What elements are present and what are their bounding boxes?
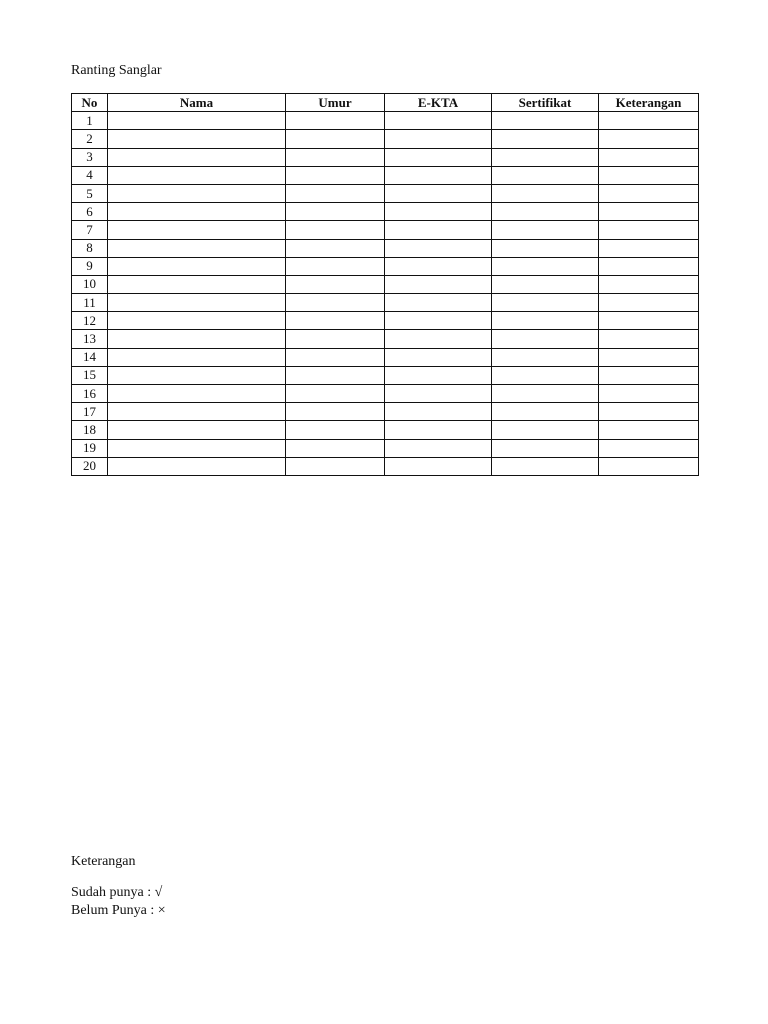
cell-ekta[interactable]: [385, 403, 492, 421]
cell-sertifikat[interactable]: [492, 403, 599, 421]
cell-no: 15: [72, 366, 108, 384]
cell-no: 8: [72, 239, 108, 257]
cell-ekta[interactable]: [385, 221, 492, 239]
table-row: [72, 221, 699, 239]
cell-nama[interactable]: [108, 112, 286, 130]
cell-ekta[interactable]: [385, 366, 492, 384]
table-row: [72, 330, 699, 348]
page-title: Ranting Sanglar: [71, 63, 162, 78]
cell-umur[interactable]: [286, 312, 385, 330]
table-row: [72, 184, 699, 202]
member-table: [71, 93, 699, 476]
cell-umur[interactable]: [286, 239, 385, 257]
table-row: [72, 403, 699, 421]
cell-ekta[interactable]: [385, 439, 492, 457]
cell-nama[interactable]: [108, 184, 286, 202]
cell-keterangan[interactable]: [599, 366, 699, 384]
cell-nama[interactable]: [108, 166, 286, 184]
table-row: [72, 439, 699, 457]
cell-sertifikat[interactable]: [492, 221, 599, 239]
cell-nama[interactable]: [108, 385, 286, 403]
cell-ekta[interactable]: [385, 312, 492, 330]
table-row: [72, 366, 699, 384]
cell-ekta[interactable]: [385, 348, 492, 366]
header-nama: Nama: [108, 94, 286, 112]
table-body: [72, 112, 699, 476]
cell-ekta[interactable]: [385, 130, 492, 148]
cell-nama[interactable]: [108, 312, 286, 330]
cell-nama[interactable]: [108, 439, 286, 457]
cell-sertifikat[interactable]: [492, 366, 599, 384]
cell-ekta[interactable]: [385, 239, 492, 257]
cell-keterangan[interactable]: [599, 275, 699, 293]
legend: [71, 853, 166, 920]
cell-no: 11: [72, 294, 108, 312]
header-sertifikat: Sertifikat: [492, 94, 599, 112]
cell-keterangan[interactable]: [599, 112, 699, 130]
cell-no: 12: [72, 312, 108, 330]
table-row: [72, 112, 699, 130]
cell-ekta[interactable]: [385, 385, 492, 403]
table-header-row: [72, 94, 699, 112]
cell-keterangan[interactable]: [599, 148, 699, 166]
cell-umur[interactable]: [286, 330, 385, 348]
cell-umur[interactable]: [286, 348, 385, 366]
cell-no: 4: [72, 166, 108, 184]
cell-umur[interactable]: [286, 439, 385, 457]
header-keterangan: Keterangan: [599, 94, 699, 112]
cell-umur[interactable]: [286, 366, 385, 384]
table-row: [72, 130, 699, 148]
table-row: [72, 148, 699, 166]
cell-ekta[interactable]: [385, 275, 492, 293]
cell-keterangan[interactable]: [599, 385, 699, 403]
cell-ekta[interactable]: [385, 112, 492, 130]
cell-umur[interactable]: [286, 275, 385, 293]
legend-has: Sudah punya : √: [71, 885, 163, 900]
cell-no: 17: [72, 403, 108, 421]
table-row: [72, 166, 699, 184]
cell-ekta[interactable]: [385, 148, 492, 166]
cell-sertifikat[interactable]: [492, 421, 599, 439]
cell-no: 3: [72, 148, 108, 166]
cell-nama[interactable]: [108, 330, 286, 348]
cell-keterangan[interactable]: [599, 439, 699, 457]
cell-nama[interactable]: [108, 130, 286, 148]
cell-nama[interactable]: [108, 221, 286, 239]
cell-keterangan[interactable]: [599, 457, 699, 475]
legend-title: Keterangan: [71, 854, 136, 869]
cell-umur[interactable]: [286, 257, 385, 275]
cell-umur[interactable]: [286, 294, 385, 312]
cell-nama[interactable]: [108, 457, 286, 475]
cell-ekta[interactable]: [385, 294, 492, 312]
cell-no: 2: [72, 130, 108, 148]
cell-nama[interactable]: [108, 294, 286, 312]
header-umur: Umur: [286, 94, 385, 112]
cell-nama[interactable]: [108, 366, 286, 384]
cell-sertifikat[interactable]: [492, 312, 599, 330]
cell-ekta[interactable]: [385, 184, 492, 202]
cell-no: 7: [72, 221, 108, 239]
cell-no: 18: [72, 421, 108, 439]
cell-sertifikat[interactable]: [492, 112, 599, 130]
cell-sertifikat[interactable]: [492, 130, 599, 148]
cell-keterangan[interactable]: [599, 203, 699, 221]
cell-sertifikat[interactable]: [492, 294, 599, 312]
cell-sertifikat[interactable]: [492, 184, 599, 202]
cell-sertifikat[interactable]: [492, 330, 599, 348]
table-row: [72, 294, 699, 312]
cell-sertifikat[interactable]: [492, 385, 599, 403]
cell-keterangan[interactable]: [599, 348, 699, 366]
cell-no: 9: [72, 257, 108, 275]
cell-umur[interactable]: [286, 130, 385, 148]
cell-nama[interactable]: [108, 421, 286, 439]
cell-ekta[interactable]: [385, 203, 492, 221]
cell-keterangan[interactable]: [599, 403, 699, 421]
header-ekta: E-KTA: [385, 94, 492, 112]
cell-nama[interactable]: [108, 275, 286, 293]
legend-has-not: Belum Punya : ×: [71, 903, 166, 918]
cell-nama[interactable]: [108, 257, 286, 275]
cell-no: 10: [72, 275, 108, 293]
cell-no: 6: [72, 203, 108, 221]
cell-nama[interactable]: [108, 239, 286, 257]
cell-sertifikat[interactable]: [492, 275, 599, 293]
cell-sertifikat[interactable]: [492, 203, 599, 221]
cell-keterangan[interactable]: [599, 421, 699, 439]
cell-no: 14: [72, 348, 108, 366]
cell-ekta[interactable]: [385, 257, 492, 275]
cell-umur[interactable]: [286, 403, 385, 421]
cell-nama[interactable]: [108, 348, 286, 366]
cell-sertifikat[interactable]: [492, 166, 599, 184]
cell-sertifikat[interactable]: [492, 239, 599, 257]
cell-sertifikat[interactable]: [492, 348, 599, 366]
table-row: [72, 203, 699, 221]
cell-keterangan[interactable]: [599, 294, 699, 312]
table-row: [72, 257, 699, 275]
cell-keterangan[interactable]: [599, 166, 699, 184]
cell-umur[interactable]: [286, 421, 385, 439]
cell-no: 16: [72, 385, 108, 403]
cell-umur[interactable]: [286, 184, 385, 202]
table-row: [72, 348, 699, 366]
cell-umur[interactable]: [286, 166, 385, 184]
cell-nama[interactable]: [108, 403, 286, 421]
cell-ekta[interactable]: [385, 457, 492, 475]
cell-no: 1: [72, 112, 108, 130]
table-row: [72, 239, 699, 257]
cell-ekta[interactable]: [385, 166, 492, 184]
cell-sertifikat[interactable]: [492, 148, 599, 166]
cell-umur[interactable]: [286, 203, 385, 221]
table-row: [72, 275, 699, 293]
cell-umur[interactable]: [286, 148, 385, 166]
cell-keterangan[interactable]: [599, 330, 699, 348]
cell-umur[interactable]: [286, 457, 385, 475]
cell-keterangan[interactable]: [599, 130, 699, 148]
cell-sertifikat[interactable]: [492, 457, 599, 475]
cell-no: 20: [72, 457, 108, 475]
table-row: [72, 312, 699, 330]
cell-ekta[interactable]: [385, 421, 492, 439]
cell-sertifikat[interactable]: [492, 257, 599, 275]
cell-no: 5: [72, 184, 108, 202]
cell-keterangan[interactable]: [599, 257, 699, 275]
cell-umur[interactable]: [286, 221, 385, 239]
cell-nama[interactable]: [108, 203, 286, 221]
cell-ekta[interactable]: [385, 330, 492, 348]
header-no: No: [72, 94, 108, 112]
cell-no: 13: [72, 330, 108, 348]
cell-umur[interactable]: [286, 112, 385, 130]
cell-umur[interactable]: [286, 385, 385, 403]
cell-keterangan[interactable]: [599, 221, 699, 239]
table-row: [72, 385, 699, 403]
cell-keterangan[interactable]: [599, 239, 699, 257]
cell-keterangan[interactable]: [599, 312, 699, 330]
cell-no: 19: [72, 439, 108, 457]
cell-keterangan[interactable]: [599, 184, 699, 202]
table-row: [72, 457, 699, 475]
cell-sertifikat[interactable]: [492, 439, 599, 457]
cell-nama[interactable]: [108, 148, 286, 166]
table-row: [72, 421, 699, 439]
